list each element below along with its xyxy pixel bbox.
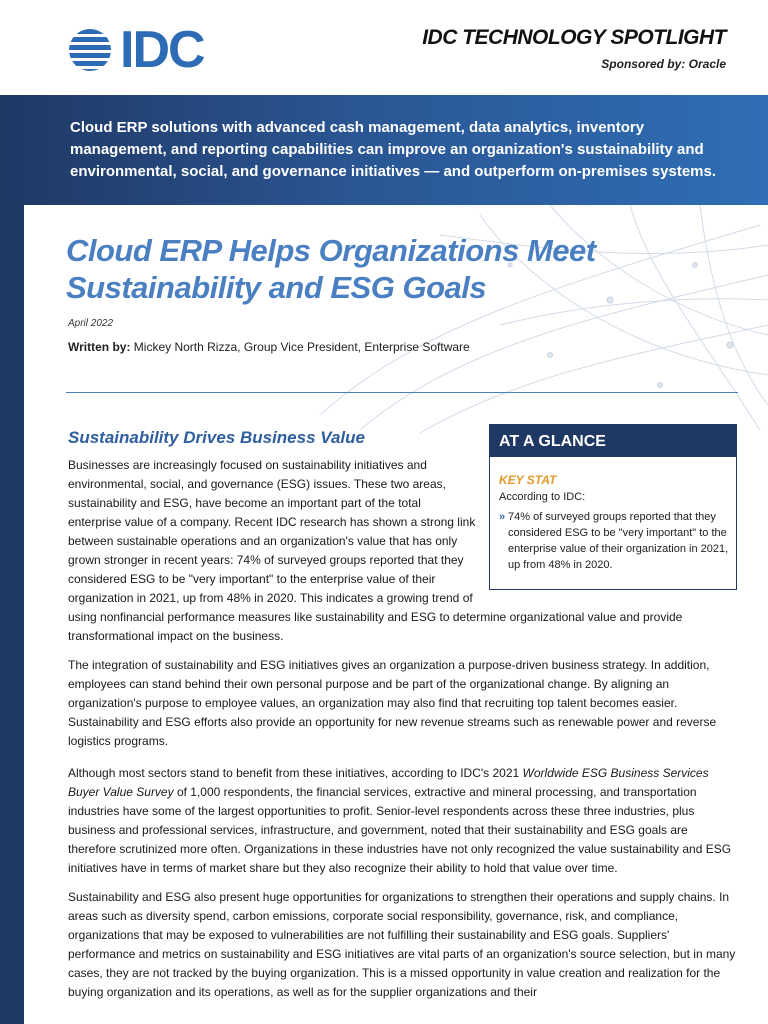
paragraph-3-start: Although most sectors stand to benefit from these initiatives, according to IDC's 2021: [68, 766, 523, 780]
according-to-idc: According to IDC:: [499, 491, 586, 503]
page-header: [0, 0, 768, 95]
document-date: April 2022: [68, 318, 114, 329]
key-stat-text: 74% of surveyed groups reported that they considered ESG to be "very important" to the enterprise value of their organization in 2021, up from 48% in 2020.: [508, 511, 729, 571]
paragraph-1-wide: using nonfinancial performance measures like sustainability and ESG to determine organizational value and provide transformational impact on the business.: [68, 610, 683, 643]
divider: [66, 392, 738, 393]
sponsor-line: Sponsored by: Oracle: [601, 57, 726, 71]
paragraph-2: The integration of sustainability and ESG initiatives gives an organization a purpose-driven business strategy. In addition, employees can stand behind their own personal purpose and be part of the organizational change. By aligning an organization's purpose to employee values, an organization may also find that recruiting top talent becomes easier. Sustainability and ESG efforts also provide an opportunity for new revenue streams such as renewable power and reverse logistics programs.: [68, 658, 717, 748]
idc-logo: [66, 21, 204, 79]
byline-author: Mickey North Rizza, Group Vice President, Enterprise Software: [133, 340, 470, 354]
paragraph-4: Sustainability and ESG also present huge opportunities for organizations to strengthen their operations and supply chains. In areas such as diversity spend, carbon emissions, corporate social responsibility, governance, risk, and compliance, organizations that may be exposed to vulnerabilities are not fulfilling their sustainability and ESG goals. Suppliers' performance and metrics on sustainability and ESG initiatives are vital parts of an organization's source selection, but in many cases, they are not tracked by the buying organization. This is a missed opportunity in value creation and realization for the buying organization and its operations, as well as for the supplier organizations and their: [68, 890, 736, 999]
chevron-right-icon: »: [499, 511, 506, 523]
section-heading: Sustainability Drives Business Value: [68, 428, 365, 447]
document-title: Cloud ERP Helps Organizations Meet Sustainability and ESG Goals: [66, 233, 596, 305]
summary-banner: [0, 95, 768, 205]
byline: [68, 340, 470, 354]
paragraph-3: [68, 764, 738, 878]
globe-icon: [66, 26, 114, 74]
banner-text: Cloud ERP solutions with advanced cash management, data analytics, inventory management, and reporting capabilities can improve an organization's sustainability and environmental, social, and governance initiatives — and outperform on-premises systems.: [70, 119, 717, 180]
at-a-glance-heading: AT A GLANCE: [490, 425, 736, 457]
logo-text: IDC: [120, 21, 204, 79]
paragraph-3-end: of 1,000 respondents, the financial services, extractive and mineral processing, and transportation industries have some of the largest opportunities to profit. Senior-level respondents across these three industries, plus business and professional services, infrastructure, and government, noted that their sustainability and ESG goals are therefore scrutinized more often. Organizations in these industries have not only recognized the value sustainability and ESG initiatives have in terms of market share but they also recognize their ability to hold that value over time.: [68, 785, 732, 875]
survey-title: Worldwide ESG Business Services Buyer Value Survey: [68, 766, 709, 799]
paragraph-1: [68, 456, 738, 646]
byline-label: Written by:: [68, 340, 131, 354]
spotlight-title: IDC TECHNOLOGY SPOTLIGHT: [422, 26, 726, 49]
left-accent-bar: [0, 205, 24, 1024]
key-stat-label: KEY STAT: [499, 473, 557, 487]
paragraph-1-narrow: Businesses are increasingly focused on sustainability initiatives and environmental, social, and governance (ESG) issues. These two areas, sustainability and ESG, have become an important part of the total enterprise value of a company. Recent IDC research has shown a strong link between sustainable operations and an organization's value that has only grown stronger in recent years: 74% of surveyed groups reported that they considered ESG to be "very important" to the enterprise value of their organization in 2021, up from 48% in 2020. This indicates a growing trend of: [68, 458, 476, 605]
